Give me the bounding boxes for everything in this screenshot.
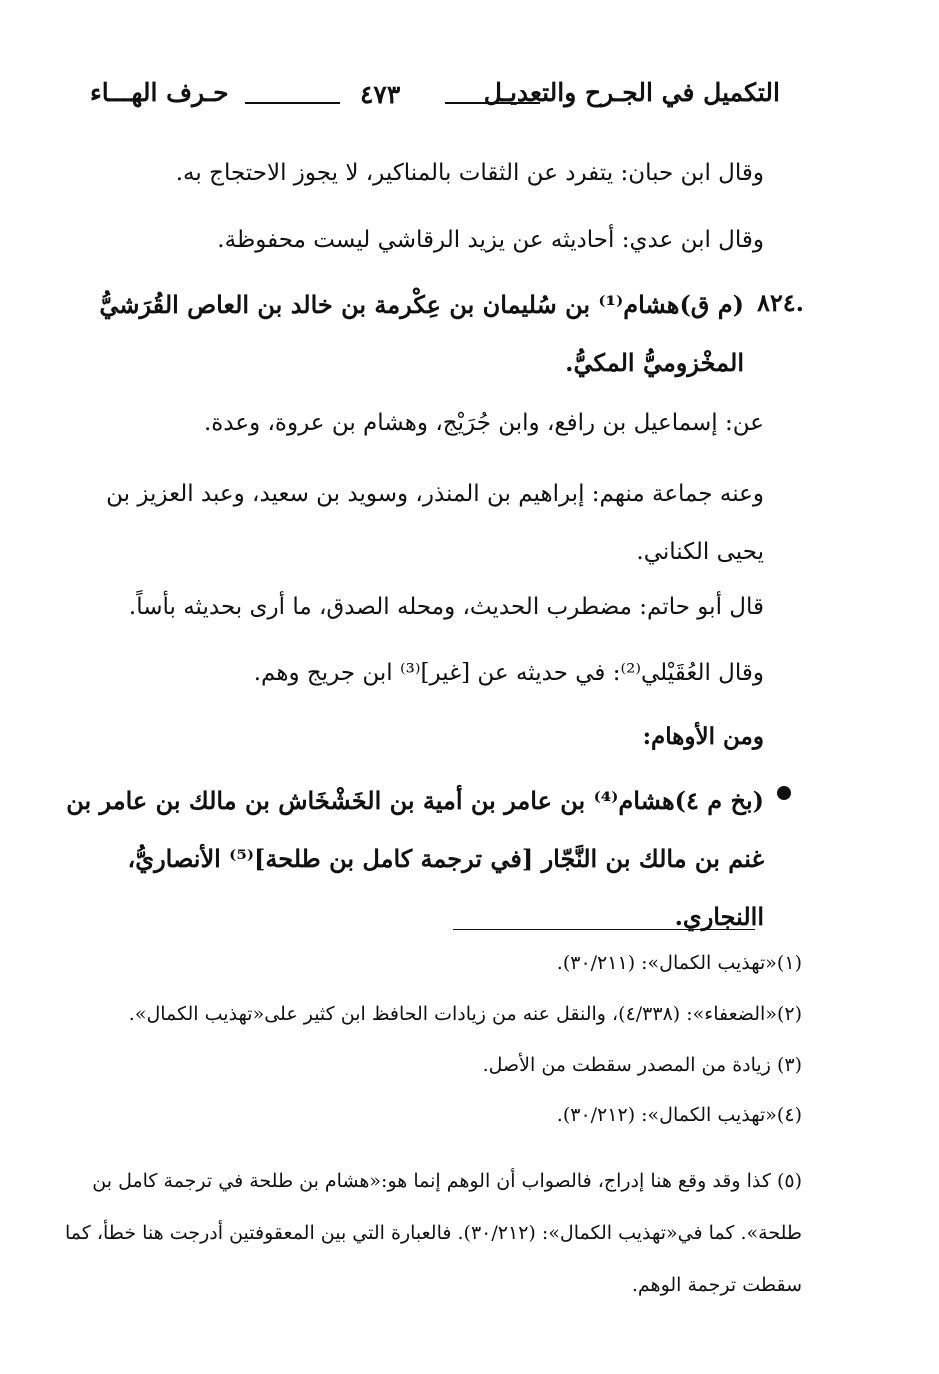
header-dash [445, 102, 540, 104]
entry-824-heading: (م ق)هشام⁽¹⁾ بن سُليمان بن عِكْرمة بن خالد بن العاص القُرَشيُّ المخْزوميُّ المكيُّ. [99, 290, 744, 377]
narrators-from: عن: إسماعيل بن رافع، وابن جُرَيْج، وهشام بن عروة، وعدة. [203, 410, 764, 436]
footnote-5: (٥) كذا وقد وقع هنا إدراج، فالصواب أن الوهم إنما هو:«هشام بن طلحة في ترجمة كامل بن طلحة». كما في«تهذيب الكمال»: (٣٠/٢١٢). فالعبارة التي بين المعقوفتين أدرجت هنا خطأ، كما سقطت ترجمة الوهم. [65, 1170, 802, 1296]
footnote-2: (٢)«الضعفاء»: (٤/٣٣٨)، والنقل عنه من زيادات الحافظ ابن كثير على«تهذيب الكمال». [128, 1003, 802, 1025]
awham-heading: ومن الأوهام: [642, 723, 764, 750]
ibn-hibban-line: وقال ابن حبان: يتفرد عن الثقات بالمناكير، لا يجوز الاحتجاج به. [175, 160, 764, 186]
page-number: ٤٧٣ [360, 80, 401, 109]
footnote-1: (١)«تهذيب الكمال»: (٣٠/٢١١). [556, 952, 802, 974]
footnote-3: (٣) زيادة من المصدر سقطت من الأصل. [482, 1054, 802, 1076]
bullet-entry: (بخ م ٤)هشام⁽⁴⁾ بن عامر بن أمية بن الخَشْخَاش بن مالك بن عامر بن غنم بن مالك بن النَّجّار [في ترجمة كامل بن طلحة]⁽⁵⁾ الأنصاريُّ، االنجاري. [66, 786, 764, 931]
abu-hatim-line: قال أبو حاتم: مضطرب الحديث، ومحله الصدق، ما أرى بحديثه بأساً. [128, 594, 764, 620]
section-title: حـرف الهـــاء [90, 78, 229, 107]
bullet-icon [777, 786, 791, 800]
footnote-rule [453, 929, 755, 930]
ibn-adi-line: وقال ابن عدي: أحاديثه عن يزيد الرقاشي ليست محفوظة. [217, 227, 764, 253]
entry-number: ٨٢٤. [756, 288, 804, 317]
footnote-4: (٤)«تهذيب الكمال»: (٣٠/٢١٢). [556, 1104, 802, 1126]
book-title: التكميل في الجـرح والتعديـل [483, 78, 780, 107]
header-dash [245, 102, 340, 104]
narrators-to: وعنه جماعة منهم: إبراهيم بن المنذر، وسويد بن سعيد، وعبد العزيز بن يحيى الكناني. [106, 481, 764, 565]
running-header [90, 78, 780, 122]
uqayli-line: وقال العُقَيْلي⁽²⁾: في حديثه عن [غير]⁽³⁾ ابن جريج وهم. [253, 660, 764, 686]
